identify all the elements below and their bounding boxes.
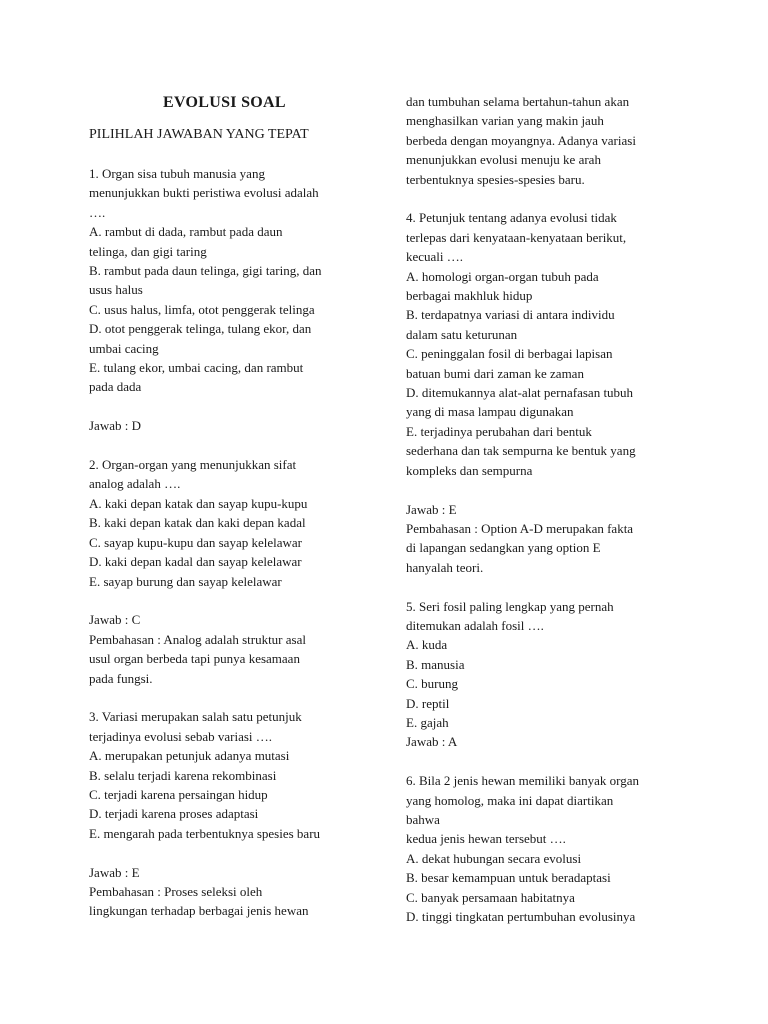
- question-3-continued: [406, 92, 706, 189]
- question-line: 5. Seri fosil paling lengkap yang pernah: [406, 598, 614, 614]
- question-2: [89, 455, 369, 688]
- question-line: kecuali ….: [406, 249, 464, 265]
- option-line: C. sayap kupu-kupu dan sayap kelelawar: [89, 534, 302, 550]
- explanation-line: Pembahasan : Option A-D merupakan fakta: [406, 520, 634, 536]
- question-3: [89, 707, 369, 920]
- question-line: kedua jenis hewan tersebut ….: [406, 831, 566, 847]
- explanation-line: Pembahasan : Proses seleksi oleh: [89, 883, 263, 899]
- option-line: A. dekat hubungan secara evolusi: [406, 850, 582, 866]
- question-line: analog adalah ….: [89, 476, 181, 492]
- option-line: dalam satu keturunan: [406, 326, 518, 342]
- option-line: B. terdapatnya variasi di antara individu: [406, 307, 615, 323]
- option-line: D. kaki depan kadal dan sayap kelelawar: [89, 554, 302, 570]
- option-line: A. homologi organ-organ tubuh pada: [406, 268, 599, 284]
- explanation-line: hanyalah teori.: [406, 559, 484, 575]
- explanation-line: pada fungsi.: [89, 670, 153, 686]
- page-title: EVOLUSI SOAL: [163, 94, 286, 111]
- option-line: C. banyak persamaan habitatnya: [406, 889, 575, 905]
- option-line: E. terjadinya perubahan dari bentuk: [406, 423, 592, 439]
- question-line: terjadinya evolusi sebab variasi ….: [89, 728, 273, 744]
- question-line: 3. Variasi merupakan salah satu petunjuk: [89, 709, 302, 725]
- option-line: E. tulang ekor, umbai cacing, dan rambut: [89, 360, 304, 376]
- question-line: terlepas dari kenyataan-kenyataan berikut,: [406, 229, 627, 245]
- option-line: B. selalu terjadi karena rekombinasi: [89, 767, 277, 783]
- question-line: bahwa: [406, 811, 440, 827]
- explanation-line: usul organ berbeda tapi punya kesamaan: [89, 651, 300, 667]
- question-line: 2. Organ-organ yang menunjukkan sifat: [89, 457, 297, 473]
- answer-line: Jawab : C: [89, 612, 141, 628]
- option-line: D. ditemukannya alat-alat pernafasan tubuh: [406, 385, 634, 401]
- question-line: yang homolog, maka ini dapat diartikan: [406, 792, 614, 808]
- option-line: E. gajah: [406, 714, 449, 730]
- question-line: 1. Organ sisa tubuh manusia yang: [89, 166, 265, 181]
- explanation-line: lingkungan terhadap berbagai jenis hewan: [89, 903, 309, 919]
- option-line: D. terjadi karena proses adaptasi: [89, 806, 259, 822]
- question-line: ….: [89, 204, 106, 220]
- right-column: [406, 92, 706, 926]
- option-line: kompleks dan sempurna: [406, 462, 533, 478]
- option-line: D. reptil: [406, 695, 450, 711]
- answer-line: Jawab : A: [406, 734, 458, 750]
- option-line: A. rambut di dada, rambut pada daun: [89, 224, 283, 240]
- question-line: ditemukan adalah fosil ….: [406, 617, 544, 633]
- option-line: berbagai makhluk hidup: [406, 288, 533, 304]
- option-line: C. terjadi karena persaingan hidup: [89, 786, 268, 802]
- option-line: yang di masa lampau digunakan: [406, 404, 574, 420]
- answer-line: Jawab : E: [406, 501, 457, 517]
- option-line: usus halus: [89, 282, 143, 298]
- instruction-text: PILIHLAH JAWABAN YANG TEPAT: [89, 127, 309, 142]
- option-line: C. usus halus, limfa, otot penggerak telinga: [89, 301, 315, 317]
- question-4: [406, 208, 706, 577]
- explanation-line: menghasilkan varian yang makin jauh: [406, 113, 604, 129]
- option-line: B. kaki depan katak dan kaki depan kadal: [89, 515, 306, 531]
- option-line: B. manusia: [406, 656, 465, 672]
- option-line: umbai cacing: [89, 340, 159, 356]
- explanation-line: menunjukkan evolusi menuju ke arah: [406, 152, 601, 168]
- question-line: 6. Bila 2 jenis hewan memiliki banyak organ: [406, 773, 639, 789]
- left-column: [89, 164, 369, 921]
- question-1: [89, 164, 369, 436]
- option-line: E. mengarah pada terbentuknya spesies baru: [89, 825, 321, 841]
- question-5: [406, 597, 706, 752]
- explanation-line: Pembahasan : Analog adalah struktur asal: [89, 631, 306, 647]
- option-line: B. rambut pada daun telinga, gigi taring, dan: [89, 263, 322, 279]
- option-line: E. sayap burung dan sayap kelelawar: [89, 573, 282, 589]
- answer-line: Jawab : D: [89, 418, 141, 434]
- option-line: C. burung: [406, 676, 458, 692]
- question-line: 4. Petunjuk tentang adanya evolusi tidak: [406, 210, 617, 226]
- answer-line: Jawab : E: [89, 864, 140, 880]
- option-line: C. peninggalan fosil di berbagai lapisan: [406, 346, 613, 362]
- explanation-line: dan tumbuhan selama bertahun-tahun akan: [406, 94, 630, 109]
- option-line: A. kuda: [406, 637, 448, 653]
- option-line: A. merupakan petunjuk adanya mutasi: [89, 748, 290, 764]
- explanation-line: terbentuknya spesies-spesies baru.: [406, 171, 585, 187]
- question-6: [406, 771, 706, 926]
- question-line: menunjukkan bukti peristiwa evolusi adalah: [89, 185, 319, 201]
- option-line: D. otot penggerak telinga, tulang ekor, dan: [89, 321, 312, 337]
- option-line: sederhana dan tak sempurna ke bentuk yang: [406, 443, 636, 459]
- option-line: B. besar kemampuan untuk beradaptasi: [406, 870, 611, 886]
- option-line: batuan bumi dari zaman ke zaman: [406, 365, 584, 381]
- explanation-line: di lapangan sedangkan yang option E: [406, 540, 601, 556]
- option-line: pada dada: [89, 379, 142, 395]
- option-line: D. tinggi tingkatan pertumbuhan evolusinya: [406, 909, 636, 924]
- option-line: telinga, dan gigi taring: [89, 243, 207, 259]
- explanation-line: berbeda dengan moyangnya. Adanya variasi: [406, 132, 636, 148]
- option-line: A. kaki depan katak dan sayap kupu-kupu: [89, 495, 308, 511]
